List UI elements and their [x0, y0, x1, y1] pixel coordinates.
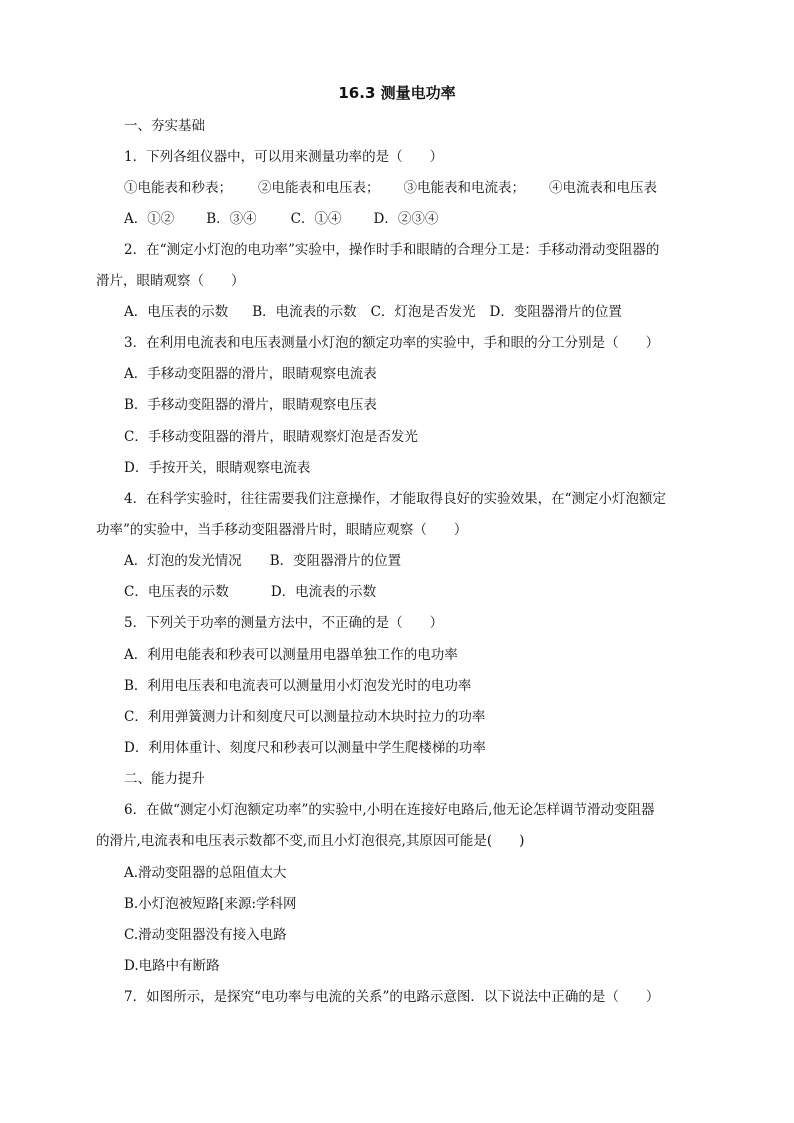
q4-options-ab [124, 552, 401, 570]
q5-option-d: D．利用体重计、刻度尺和秒表可以测量中学生爬楼梯的功率 [124, 740, 486, 756]
q5-option-a: A．利用电能表和秒表可以测量用电器单独工作的电功率 [124, 647, 458, 663]
q5-option-c: C．利用弹簧测力计和刻度尺可以测量拉动木块时拉力的功率 [124, 709, 486, 725]
q2-stem-line1: 2．在“测定小灯泡的电功率”实验中，操作时手和眼睛的合理分工是：手移动滑动变阻器的 [124, 242, 660, 258]
q3-option-c: C．手移动变阻器的滑片，眼睛观察灯泡是否发光 [124, 429, 418, 445]
q6-stem-line2: 的滑片,电流表和电压表示数都不变,而且小灯泡很亮,其原因可能是( ) [96, 833, 525, 849]
q1-option-c: C．①④ [290, 211, 342, 227]
q6-option-c: C.滑动变阻器没有接入电路 [124, 927, 287, 943]
q6-option-b: B.小灯泡被短路[来源:学科网 [124, 896, 297, 912]
page-title: 16.3 测量电功率 [338, 84, 456, 102]
q2-option-b: B．电流表的示数 [252, 304, 357, 320]
q1-option-d: D．②③④ [373, 211, 439, 227]
q6-option-a: A.滑动变阻器的总阻值太大 [124, 865, 287, 881]
q1-option-b: B．③④ [206, 211, 257, 227]
q1-item-4: ④电流表和电压表 [549, 180, 657, 196]
q6-stem-line1: 6．在做“测定小灯泡额定功率”的实验中,小明在连接好电路后,他无论怎样调节滑动变阻器 [124, 802, 655, 818]
q5-option-b: B．利用电压表和电流表可以测量用小灯泡发光时的电功率 [124, 678, 472, 694]
q2-option-d: D．变阻器滑片的位置 [489, 304, 622, 320]
q1-item-2: ②电能表和电压表； [258, 180, 380, 196]
q1-options [124, 210, 438, 228]
q4-option-a: A．灯泡的发光情况 [124, 553, 242, 569]
q3-option-d: D．手按开关，眼睛观察电流表 [124, 460, 311, 476]
q1-option-a: A．①② [124, 211, 175, 227]
q4-option-c: C．电压表的示数 [124, 584, 229, 600]
q3-stem: 3．在利用电流表和电压表测量小灯泡的额定功率的实验中，手和眼的分工分别是（ ） [124, 335, 660, 351]
q2-option-c: C．灯泡是否发光 [370, 304, 476, 320]
q4-option-d: D．电流表的示数 [270, 584, 377, 600]
q3-option-b: B．手移动变阻器的滑片，眼睛观察电压表 [124, 397, 377, 413]
q7-stem: 7．如图所示，是探究“电功率与电流的关系”的电路示意图．以下说法中正确的是（ ） [124, 989, 660, 1005]
q1-item-1: ①电能表和秒表； [124, 180, 232, 196]
q4-option-b: B．变阻器滑片的位置 [269, 553, 402, 569]
q1-items [124, 179, 657, 197]
section-heading-improvement: 二、能力提升 [124, 771, 205, 787]
q4-stem-line2: 功率”的实验中，当手移动变阻器滑片时，眼睛应观察（ ） [96, 522, 468, 538]
q3-option-a: A．手移动变阻器的滑片，眼睛观察电流表 [124, 366, 377, 382]
q4-options-cd [124, 583, 376, 601]
q2-options [124, 303, 622, 321]
q1-item-3: ③电能表和电流表； [403, 180, 525, 196]
q6-option-d: D.电路中有断路 [124, 958, 220, 974]
q2-option-a: A．电压表的示数 [124, 304, 229, 320]
section-heading-basics: 一、夯实基础 [124, 118, 205, 134]
q1-stem: 1．下列各组仪器中，可以用来测量功率的是（ ） [124, 149, 444, 165]
q5-stem: 5．下列关于功率的测量方法中，不正确的是（ ） [124, 615, 444, 631]
q2-stem-line2: 滑片，眼睛观察（ ） [96, 273, 245, 289]
q4-stem-line1: 4．在科学实验时，往往需要我们注意操作，才能取得良好的实验效果，在“测定小灯泡额定 [124, 491, 666, 507]
